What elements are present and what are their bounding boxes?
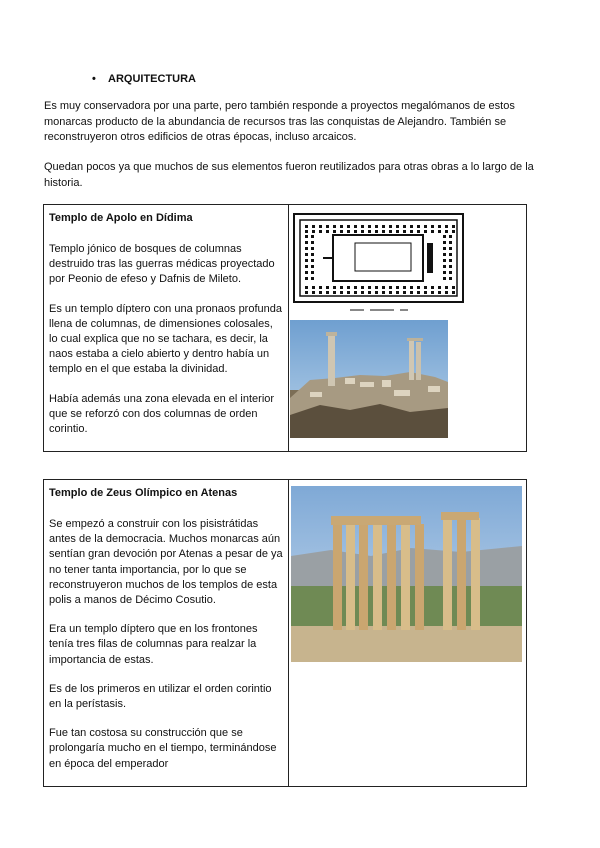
temple-paragraph: Es de los primeros en utilizar el orden corintio en la perístasis. [49,682,272,711]
temple-text-cell [44,480,289,787]
temple-paragraph: Templo jónico de bosques de columnas destruido tras las guerras médicas proyectado por Peonio de efeso y Dafnis de Mileto. [49,243,275,286]
temple-title: Templo de Apolo en Dídima [49,212,193,224]
temple-paragraph: Era un templo díptero que en los frontones tenía tres filas de columnas para realzar la importancia de estas. [49,623,258,666]
temple-paragraph: Había además una zona elevada en el interior que se reforzó con dos columnas de orden corintio. [49,392,275,436]
section-heading [92,73,196,85]
intro-paragraph-2: Quedan pocos ya que muchos de sus elementos fueron reutilizados para otras obras a lo largo de la historia. [44,161,534,189]
didyma-ruins-photo [290,320,448,438]
temple-text-cell [44,205,289,452]
bullet-icon: • [92,73,96,85]
intro-paragraph-1: Es muy conservadora por una parte, pero también responde a proyectos megalómanos de estos monarcas producto de la abundancia de recursos tras las conquistas de Alejandro. También se reconstruyeron otros edificios de otras épocas, incluso arcaicos. [44,100,515,143]
temple-floor-plan-image [293,213,464,303]
temple-title: Templo de Zeus Olímpico en Atenas [49,487,238,499]
temple-paragraph: Es un templo díptero con una pronaos profunda llena de columnas, de dimensiones colosales, lo cual explica que no se tachara, es decir, la naos estaba a cielo abierto y dentro había un templo en el que estaba la divinidad. [49,302,282,376]
scale-bar-image [350,306,410,314]
olympieion-photo [291,486,522,662]
temple-paragraph: Se empezó a construir con los pisistrátidas antes de la democracia. Muchos monarcas aún sentían gran devoción por Atenas a pesar de ya no tener tanta importancia, por lo que se reconstruyeron muchos de los templos de esta polis a manos de Décimo Cosutio. [49,518,283,607]
section-title: ARQUITECTURA [108,73,196,85]
temple-paragraph: Fue tan costosa su construcción que se prolongaría mucho en el tiempo, terminándose en época del emperador [49,727,277,770]
